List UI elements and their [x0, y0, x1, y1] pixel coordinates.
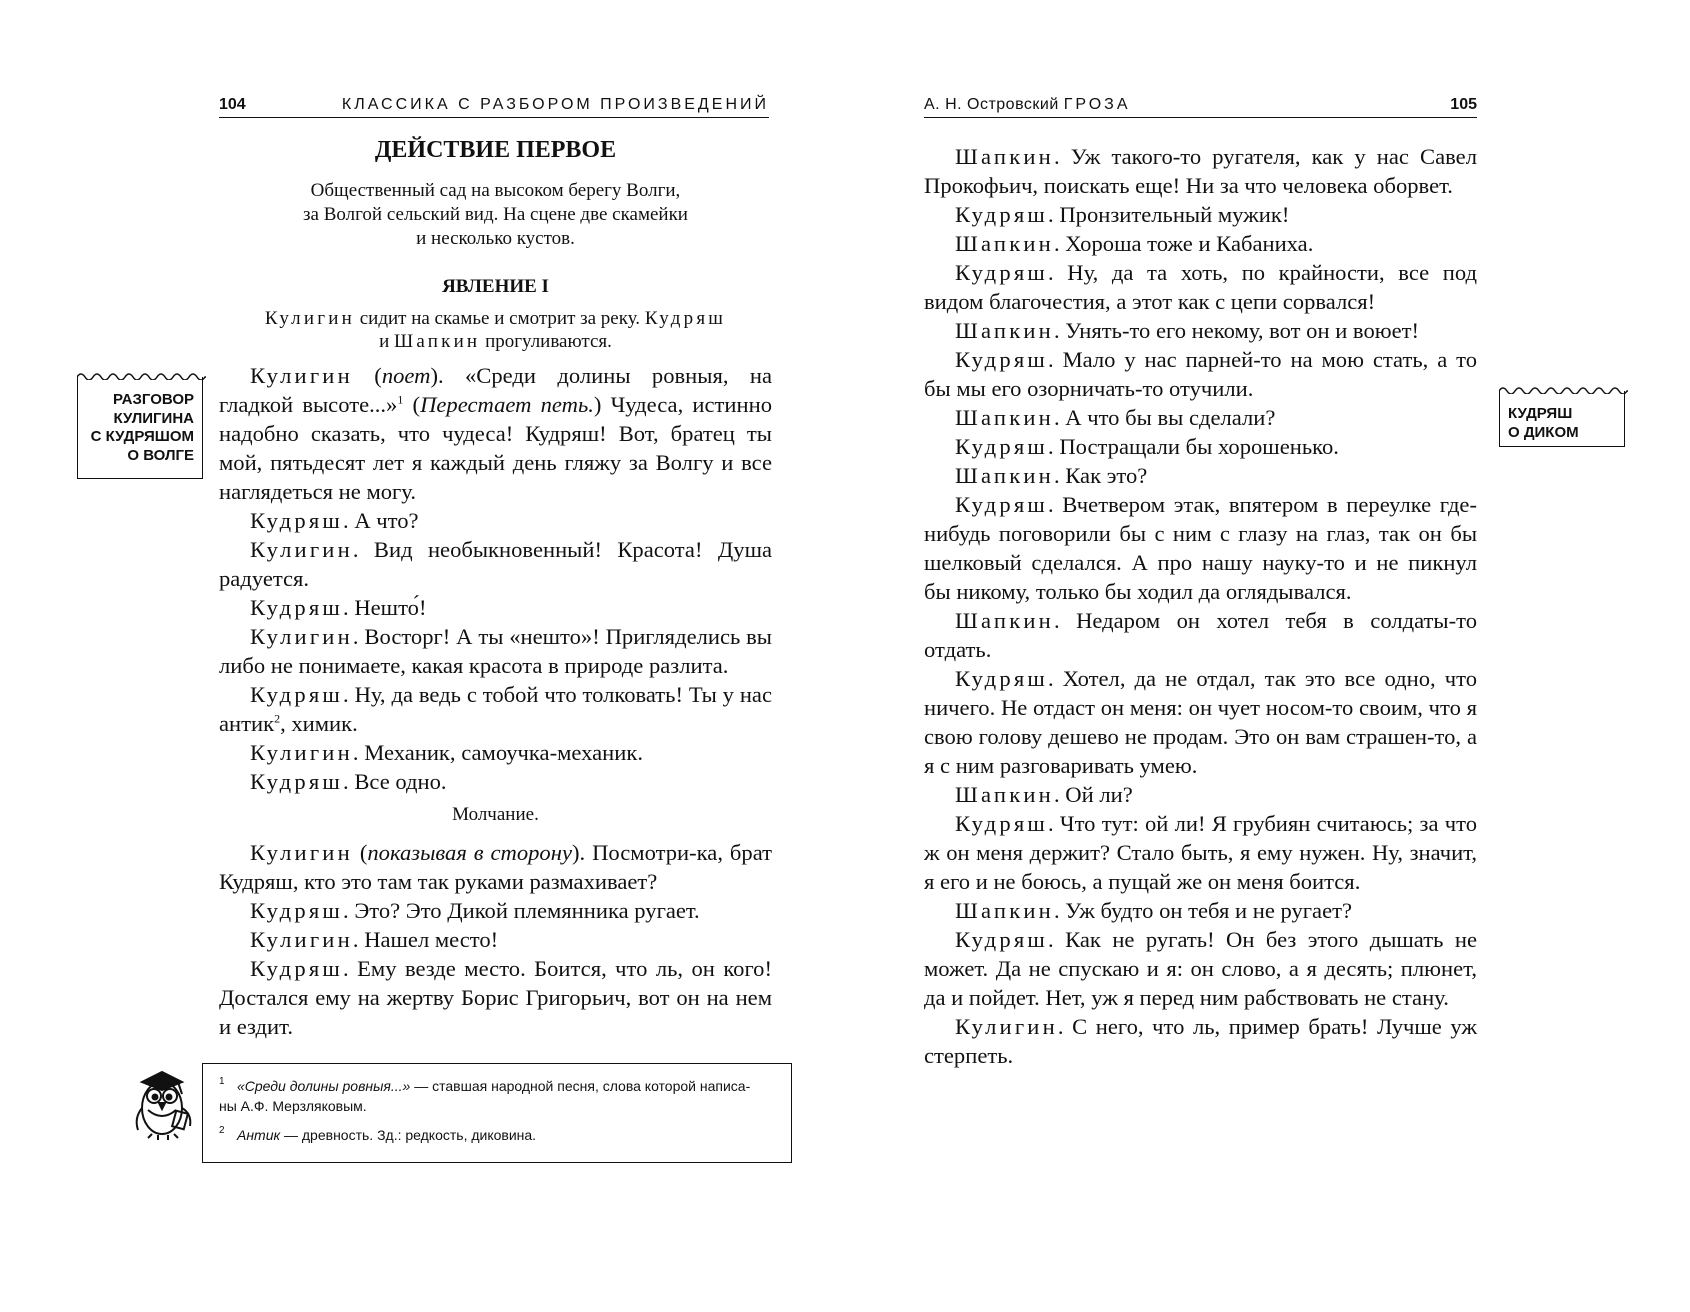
act-title: ДЕЙСТВИЕ ПЕРВОЕ: [374, 137, 617, 163]
line-text: . Вчетвером этак, впятером в переулке где-нибудь поговорили бы с ним с глазу на глаз, так он бы шелковый сделался. А про нашу науку-то и не пикнул бы никому, только бы ходил да оглядывался.: [924, 492, 1477, 604]
running-head-left: [219, 92, 769, 118]
dialogue-line: [924, 229, 1477, 258]
direction-text: и: [379, 331, 395, 352]
left-text-column: [219, 132, 772, 1041]
footnote-number: 2: [219, 1125, 225, 1136]
speaker-name: Кулигин: [250, 363, 353, 388]
line-text: . Все одно.: [343, 769, 447, 794]
setting-line: и несколько кустов.: [416, 228, 575, 249]
line-text: (: [352, 840, 368, 865]
line-text: . Это? Это Дикой племянника ругает.: [343, 898, 700, 923]
speaker-name: Кудряш: [955, 202, 1049, 227]
line-text: . С него, что ль, пример брать! Лучше уж стерпеть.: [924, 1014, 1477, 1068]
line-text: . Ну, да ведь с тобой что толковать! Ты у нас антик: [219, 682, 772, 736]
setting-description: [219, 179, 772, 251]
dialogue-line: [924, 403, 1477, 432]
speaker-name: Кудряш: [250, 508, 344, 533]
margin-note-right: [1499, 391, 1625, 447]
margin-note-line: С КУДРЯШОМ: [90, 428, 194, 445]
line-text: . Восторг! А ты «нешто»! Пригляделись вы либо не понимаете, какая красота в природе разлита.: [219, 624, 772, 678]
author-name: А. Н. Островский: [924, 96, 1059, 113]
stage-remark: Перестает петь.: [420, 392, 594, 417]
character-name: Шапкин: [394, 331, 481, 352]
line-text: . Мало у нас парней-то на мою стать, а то бы мы его озорничать-то отучили.: [924, 347, 1477, 401]
dialogue-line: [219, 622, 772, 680]
stage-remark: поет: [381, 363, 431, 388]
speaker-name: Кудряш: [955, 927, 1049, 952]
character-name: Кулигин: [264, 308, 355, 329]
owl-scholar-icon: [128, 1058, 198, 1140]
page-number-right: 105: [1450, 96, 1477, 113]
footnote: [219, 1125, 775, 1145]
speaker-name: Шапкин: [955, 231, 1054, 256]
footnote-text: — ставшая народной песня, слова которой написа-: [410, 1078, 751, 1094]
wavy-edge-icon: [1499, 384, 1628, 394]
dialogue-line: [924, 896, 1477, 925]
dialogue-line: [219, 925, 772, 954]
author-and-title: [924, 96, 1131, 114]
wavy-edge-icon: [77, 370, 206, 380]
margin-note-line: КУДРЯШ: [1508, 405, 1573, 422]
line-text: . Хороша тоже и Кабаниха.: [1053, 231, 1314, 256]
margin-note-line: О ДИКОМ: [1508, 423, 1579, 441]
speaker-name: Кудряш: [955, 347, 1049, 372]
footnote-text: ны А.Ф. Мерзляковым.: [219, 1098, 367, 1114]
footnote-term: «Среди долины ровныя...»: [237, 1078, 411, 1094]
dialogue-line: [219, 535, 772, 593]
line-text: , химик.: [280, 711, 358, 736]
line-text: . Нашел место!: [352, 927, 499, 952]
line-text: (: [352, 363, 382, 388]
dialogue-line: [219, 767, 772, 796]
footnote-term: Антик: [237, 1127, 281, 1143]
line-text: . Уж будто он тебя и не ругает?: [1053, 898, 1353, 923]
speaker-name: Кулигин: [250, 624, 353, 649]
line-text: . Механик, самоучка-механик.: [352, 740, 643, 765]
speaker-name: Кудряш: [250, 595, 344, 620]
line-text: ) Чудеса, истинно надобно сказать, что чудеса! Кудряш! Вот, братец ты мой, пятьдесят лет я каждый день гляжу за Волгу и все наглядеться не могу.: [219, 392, 772, 504]
scene-title: ЯВЛЕНИЕ I: [442, 276, 549, 297]
dialogue-line: [924, 664, 1477, 780]
speaker-name: Кудряш: [250, 898, 344, 923]
right-page: [845, 0, 1690, 1312]
setting-line: Общественный сад на высоком берегу Волги,: [310, 180, 681, 201]
speaker-name: Шапкин: [955, 144, 1054, 169]
dialogue-line: [924, 1012, 1477, 1070]
speaker-name: Кудряш: [955, 260, 1049, 285]
dialogue-line: [219, 680, 772, 738]
dialogue-line: [924, 925, 1477, 1012]
speaker-name: Кудряш: [250, 682, 344, 707]
line-text: . Хотел, да не отдал, так это все одно, что ничего. Не отдаст он меня: он чует носом-то своим, что я свою голову дешево не продам. Это он вам страшен-то, а я с ним разговаривать умею.: [924, 666, 1477, 778]
line-text: ). Посмотри-ка, брат Кудряш, кто это там так руками размахивает?: [219, 840, 773, 894]
line-text: . А что бы вы сделали?: [1053, 405, 1276, 430]
dialogue-line: [219, 506, 772, 535]
speaker-name: Шапкин: [955, 898, 1054, 923]
dialogue-line: [219, 896, 772, 925]
dialogue-line: [219, 738, 772, 767]
speaker-name: Кулигин: [250, 537, 353, 562]
speaker-name: Шапкин: [955, 782, 1054, 807]
line-text: . Уж такого-то ругателя, как у нас Савел Прокофьич, поискать еще! Ни за что человека оборвет.: [924, 144, 1477, 198]
series-title: КЛАССИКА С РАЗБОРОМ ПРОИЗВЕДЕНИЙ: [341, 96, 769, 113]
speaker-name: Шапкин: [955, 608, 1054, 633]
speaker-name: Кулигин: [250, 927, 353, 952]
footnote-ref: 2: [274, 711, 281, 726]
speaker-name: Кудряш: [955, 811, 1049, 836]
speaker-name: Кудряш: [250, 956, 344, 981]
line-text: . А что?: [343, 508, 419, 533]
dialogue-line: [924, 316, 1477, 345]
footnotes-box: [202, 1063, 792, 1163]
page-number-left: 104: [219, 96, 246, 113]
line-text: . Постращали бы хорошенько.: [1048, 434, 1339, 459]
dialogue-line: [924, 258, 1477, 316]
work-title: ГРОЗА: [1063, 96, 1131, 113]
line-text: . Вид необыкновенный! Красота! Душа радуется.: [219, 537, 772, 591]
footnote-number: 1: [219, 1076, 225, 1087]
stage-direction: [219, 307, 772, 353]
line-text: . Как это?: [1053, 463, 1148, 488]
speaker-name: Кудряш: [955, 666, 1049, 691]
speaker-name: Шапкин: [955, 318, 1054, 343]
margin-note-left: [77, 377, 203, 479]
right-text-column: [924, 142, 1477, 1070]
dialogue-line: [219, 361, 772, 506]
line-text: . Ой ли?: [1053, 782, 1133, 807]
speaker-name: Шапкин: [955, 463, 1054, 488]
dialogue-line: [924, 432, 1477, 461]
line-text: . Что тут: ой ли! Я грубиян считаюсь; за что ж он меня держит? Стало быть, я ему нужен. Ну, значит, я его и не боюсь, а пущай же он меня боится.: [924, 811, 1477, 894]
dialogue-line: [219, 954, 772, 1041]
dialogue-line: [924, 780, 1477, 809]
direction-text: прогуливаются.: [480, 331, 612, 352]
speaker-name: Кудряш: [250, 769, 344, 794]
margin-note-line: КУЛИГИНА: [113, 409, 194, 427]
line-text: . Унять-то его некому, вот он и воюет!: [1053, 318, 1420, 343]
line-text: . Нешто́!: [343, 595, 427, 620]
dialogue-line: [924, 606, 1477, 664]
character-name: Кудряш: [644, 308, 727, 329]
footnote-ref: 1: [397, 392, 404, 407]
line-text: . Как не ругать! Он без этого дышать не может. Да не спускаю и я: он слово, а я десять; плюнет, да и пойдет. Нет, уж я перед ним рабствовать не стану.: [924, 927, 1477, 1010]
dialogue-line: [924, 809, 1477, 896]
margin-note-line: О ВОЛГЕ: [127, 446, 194, 464]
dialogue-line: [924, 200, 1477, 229]
speaker-name: Кулигин: [955, 1014, 1058, 1039]
direction-text: сидит на скамье и смотрит за реку.: [354, 308, 645, 329]
footnote: [219, 1076, 775, 1116]
dialogue-line: [924, 142, 1477, 200]
line-text: . Недаром он хотел тебя в солдаты-то отдать.: [924, 608, 1477, 662]
dialogue-line: [924, 461, 1477, 490]
dialogue-line: [924, 345, 1477, 403]
line-text: (: [403, 392, 421, 417]
dialogue-line: [219, 593, 772, 622]
setting-line: за Волгой сельский вид. На сцене две скамейки: [303, 204, 688, 225]
line-text: . Ему везде место. Боится, что ль, он кого! Достался ему на жертву Борис Григорьич, вот он на нем и ездит.: [219, 956, 772, 1039]
speaker-name: Кулигин: [250, 740, 353, 765]
running-head-right: [924, 92, 1477, 118]
dialogue-line: [924, 490, 1477, 606]
line-text: ). «Среди долины ровныя, на гладкой высоте...»: [219, 363, 772, 417]
line-text: . Ну, да та хоть, по крайности, все под видом благочестия, а этот как с цепи сорвался!: [924, 260, 1477, 314]
speaker-name: Кудряш: [955, 492, 1049, 517]
speaker-name: Шапкин: [955, 405, 1054, 430]
speaker-name: Кудряш: [955, 434, 1049, 459]
margin-note-line: РАЗГОВОР: [112, 391, 194, 408]
line-text: . Пронзительный мужик!: [1048, 202, 1290, 227]
speaker-name: Кулигин: [250, 840, 353, 865]
footnote-text: — древность. Зд.: редкость, диковина.: [280, 1127, 537, 1143]
stage-silence: Молчание.: [452, 804, 539, 825]
dialogue-line: [219, 838, 772, 896]
stage-remark: показывая в сторону: [367, 840, 572, 865]
